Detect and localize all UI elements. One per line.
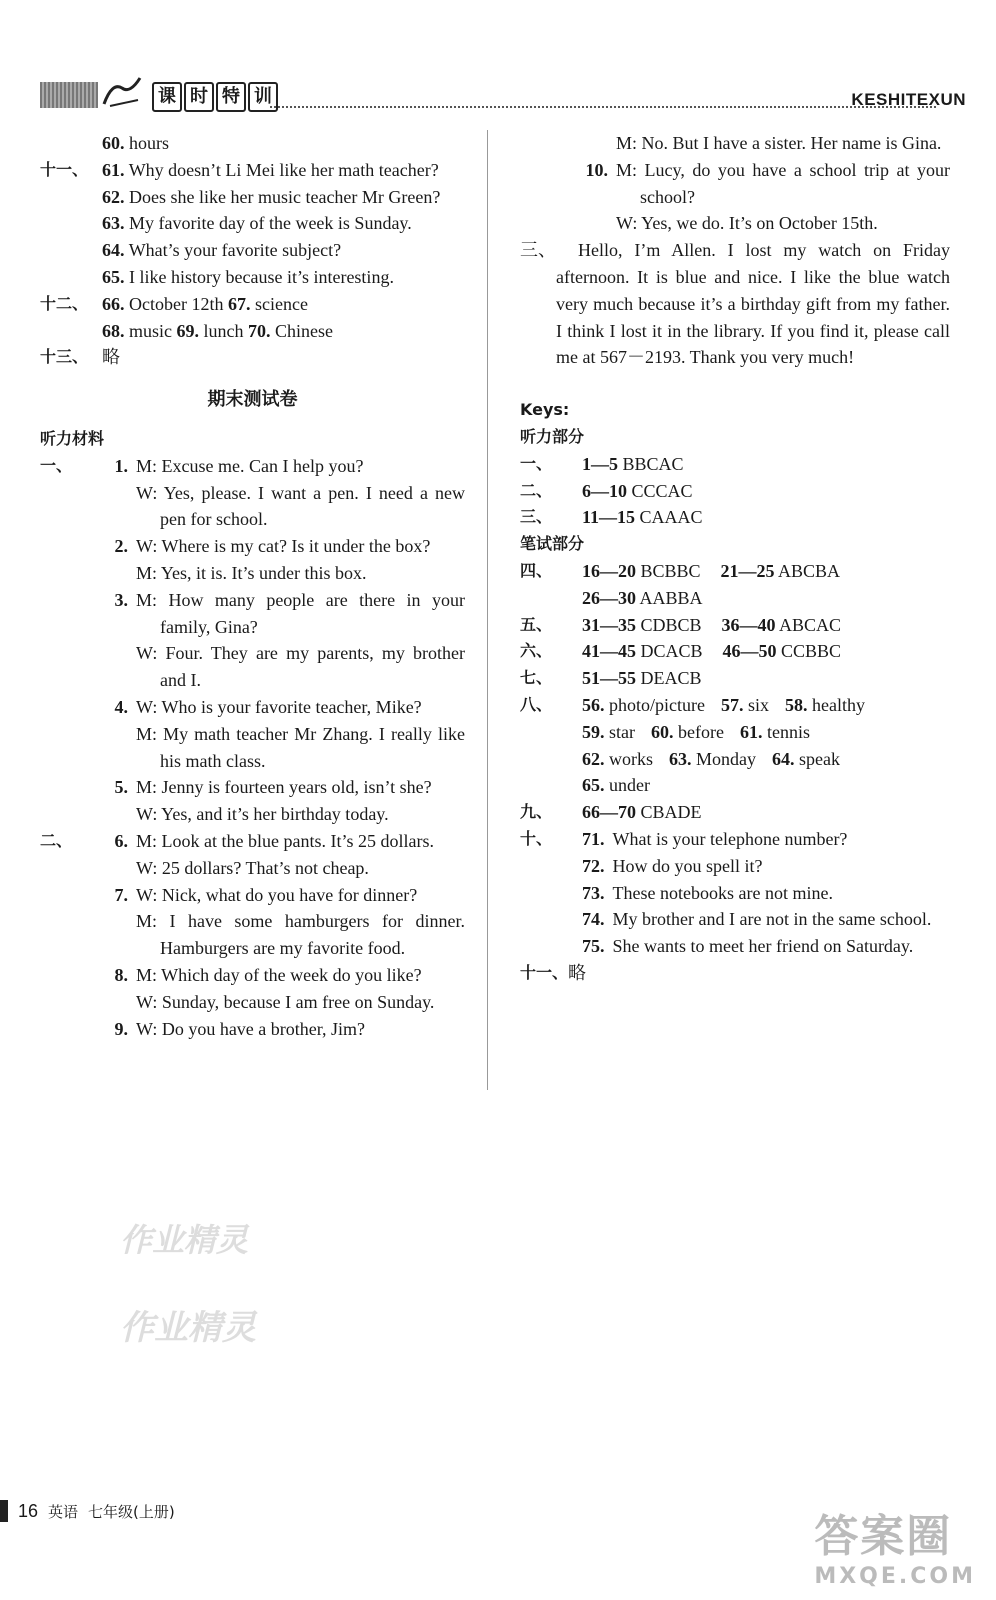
answer-text: star — [604, 721, 635, 742]
key-row — [520, 451, 950, 478]
answer-row — [40, 264, 465, 291]
answer-body — [102, 318, 465, 345]
key-row — [520, 504, 950, 531]
dialog-line: W: Sunday, because I am free on Sunday. — [136, 991, 435, 1012]
key-row — [520, 478, 950, 505]
dialog-lines — [136, 962, 465, 1016]
key-row — [520, 799, 950, 826]
answer-text: Does she like her music teacher Mr Green? — [129, 186, 441, 207]
header-logo-char: 课 — [152, 82, 182, 112]
written-part-heading: 笔试部分 — [520, 534, 585, 554]
blank-row — [520, 772, 950, 799]
answer-text: 略 — [102, 347, 120, 368]
item-number: 71. — [582, 828, 605, 849]
blank-body — [582, 772, 950, 799]
item-number: 67. — [227, 293, 251, 314]
answer-text: She wants to meet her friend on Saturday. — [612, 936, 914, 957]
key-answer: ABCBA — [774, 560, 841, 581]
section-prefix: 四、 — [520, 560, 553, 580]
section-prefix — [40, 533, 102, 587]
item-number: 2. — [114, 536, 128, 557]
section-prefix — [40, 210, 102, 237]
blank-answers — [520, 692, 950, 799]
key-row — [520, 638, 950, 665]
dialog-line: M: How many people are there in your family, Gina? — [136, 589, 465, 637]
header-dotted-rule — [270, 106, 936, 108]
key-body — [582, 612, 950, 639]
section-prefix: 二、 — [520, 480, 553, 500]
column-divider — [487, 130, 488, 1090]
dialog-item — [40, 1016, 465, 1043]
dialog-line: W: Do you have a brother, Jim? — [136, 1018, 366, 1039]
passage-prefix: 三、 — [520, 240, 556, 261]
dialog-lines — [136, 1016, 465, 1043]
key-range: 41—45 — [582, 641, 636, 662]
item-number: 9. — [114, 1018, 128, 1039]
blank-row — [520, 692, 950, 719]
dialog-item — [40, 962, 465, 1016]
item-number: 6. — [114, 830, 128, 851]
answer-body — [102, 291, 465, 318]
key-row — [520, 585, 950, 612]
dialog-item — [40, 828, 465, 882]
page-footer — [0, 1500, 185, 1522]
dialog-line: W: Yes, we do. It’s on October 15th. — [616, 213, 878, 234]
answer-body — [102, 264, 465, 291]
dialog-lines — [136, 533, 465, 587]
key-range: 66—70 — [582, 802, 636, 823]
section-prefix — [40, 237, 102, 264]
key-body — [582, 478, 950, 505]
blank-body — [582, 746, 950, 773]
header-logo-char: 训 — [248, 82, 278, 112]
item-number: 4. — [114, 696, 128, 717]
item-number: 62. — [582, 748, 605, 769]
section-prefix — [40, 774, 102, 828]
item-number: 56. — [582, 694, 605, 715]
dialog-line: M: Lucy, do you have a school trip at your school? — [616, 159, 950, 207]
section-prefix — [40, 264, 102, 291]
section-prefix — [520, 157, 582, 237]
answer-text: before — [673, 721, 724, 742]
grade: 七年级(上册) — [88, 1502, 175, 1521]
header-series-name: KESHITEXUN — [851, 90, 966, 109]
right-column — [520, 130, 950, 987]
answer-text: Monday — [691, 748, 756, 769]
dialog-continuation — [520, 130, 950, 157]
section-prefix: 十、 — [520, 828, 553, 848]
blank-row — [520, 719, 950, 746]
key-range: 11—15 — [582, 507, 636, 528]
answer-text: October 12th — [129, 293, 224, 314]
section-prefix — [40, 318, 102, 345]
section-prefix — [520, 880, 582, 907]
dialog-line: W: Four. They are my parents, my brother and I. — [136, 643, 465, 691]
section-prefix — [520, 772, 582, 799]
item-number: 68. — [102, 320, 125, 341]
answer-body — [102, 184, 465, 211]
section-prefix: 五、 — [520, 614, 553, 634]
answer-row — [40, 291, 465, 318]
dialog-line: W: Yes, please. I want a pen. I need a new pen for school. — [136, 482, 465, 530]
dialog-item — [40, 774, 465, 828]
section-prefix — [520, 746, 582, 773]
dialog-line: W: Who is your favorite teacher, Mike? — [136, 696, 422, 717]
answer-body — [102, 130, 465, 157]
key-answer: BBCAC — [618, 453, 684, 474]
answer-text: I like history because it’s interesting. — [129, 266, 394, 287]
section-prefix — [40, 882, 102, 962]
answer-text: photo/picture — [604, 694, 705, 715]
section-title: 期末测试卷 — [207, 389, 298, 411]
item-number: 8. — [114, 964, 128, 985]
listening-dialogs — [40, 453, 465, 1043]
key-range: 1—5 — [582, 453, 618, 474]
omitted-text: 略 — [568, 962, 587, 983]
answer-text: six — [743, 694, 769, 715]
item-number: 64. — [772, 748, 795, 769]
answer-body — [102, 237, 465, 264]
left-column — [40, 130, 465, 1042]
answer-text: What is your telephone number? — [612, 828, 848, 849]
dialog-lines — [136, 828, 465, 882]
answer-body — [102, 157, 465, 184]
item-number: 58. — [785, 694, 808, 715]
listening-part-heading: 听力部分 — [520, 426, 585, 446]
dialog-item — [520, 130, 950, 157]
blank-body — [582, 692, 950, 719]
section-prefix: 十二、 — [40, 293, 89, 313]
dialog-item — [520, 157, 950, 237]
section-prefix: 六、 — [520, 641, 553, 661]
passage-text: Hello, I’m Allen. I lost my watch on Friday afternoon. It is blue and nice. I like the blue watch very much because it’s a birthday gift from my father. I think I lost it in the library. If you find it, please call me at 567－2193. Thank you very much! — [556, 240, 950, 368]
item-number: 59. — [582, 721, 605, 742]
answer-text: speak — [794, 748, 840, 769]
dialog-line: M: My math teacher Mr Zhang. I really like his math class. — [136, 723, 465, 771]
dialog-line: W: Where is my cat? Is it under the box? — [136, 536, 431, 557]
answer-text: hours — [129, 133, 169, 153]
answer-text: How do you spell it? — [612, 855, 763, 876]
answer-text: tennis — [762, 721, 810, 742]
item-number: 3. — [114, 589, 128, 610]
key-body — [582, 451, 950, 478]
header-logo-char: 特 — [216, 82, 246, 112]
key-range: 36—40 — [721, 614, 776, 635]
dialog-line: M: Which day of the week do you like? — [136, 964, 422, 985]
dialog-lines — [136, 694, 465, 774]
item-number: 72. — [582, 855, 605, 876]
section-prefix: 九、 — [520, 802, 553, 822]
section-prefix — [520, 906, 582, 933]
answer-body — [102, 344, 465, 371]
answer-text: music — [129, 320, 172, 341]
blank-row — [520, 746, 950, 773]
corner-watermark — [814, 1500, 976, 1589]
answer-text: What’s your favorite subject? — [128, 240, 342, 261]
answer-row — [40, 210, 465, 237]
dialog-line: M: I have some hamburgers for dinner. Hamburgers are my favorite food. — [136, 911, 465, 959]
item-number: 63. — [102, 213, 125, 234]
corner-watermark-title: 答案圈 — [814, 1511, 953, 1562]
key-body — [582, 558, 950, 585]
section-prefix: 十一、 — [40, 159, 89, 179]
dialog-item — [40, 587, 465, 694]
watermark-text: 作业精灵 — [120, 1308, 256, 1348]
dialog-line: M: No. But I have a sister. Her name is Gina. — [616, 133, 942, 153]
key-range: 51—55 — [582, 668, 636, 689]
item-number: 73. — [582, 882, 605, 903]
key-range: 26—30 — [582, 587, 636, 608]
sentence-row — [520, 906, 950, 933]
dialog-item — [40, 533, 465, 587]
item-number: 60. — [651, 721, 674, 742]
item-number: 64. — [102, 240, 125, 261]
key-answer: BCBBC — [636, 560, 701, 581]
header-logo-char: 时 — [184, 82, 214, 112]
answers-list-top — [40, 130, 465, 371]
section-prefix: 十三、 — [40, 347, 89, 367]
item-number: 74. — [582, 909, 605, 930]
section-prefix: 三、 — [520, 507, 553, 527]
dialog-lines — [136, 453, 465, 533]
footer-mark — [0, 1500, 8, 1522]
section-prefix: 一、 — [520, 453, 553, 473]
dialog-line: M: Look at the blue pants. It’s 25 dollars. — [136, 830, 434, 851]
dialog-line: W: Yes, and it’s her birthday today. — [136, 804, 389, 825]
section-prefix: 八、 — [520, 694, 553, 714]
key-body — [582, 638, 950, 665]
key-range: 16—20 — [582, 560, 636, 581]
dialog-line: W: Nick, what do you have for dinner? — [136, 884, 418, 905]
answer-row — [40, 344, 465, 371]
section-prefix — [40, 962, 102, 1016]
section-prefix — [40, 1016, 102, 1043]
key-body — [582, 585, 950, 612]
page-number: 16 — [18, 1500, 39, 1521]
sentence-answers — [520, 826, 950, 960]
key-answer: AABBA — [636, 587, 703, 608]
item-number: 1. — [114, 455, 128, 476]
dialog-lines — [616, 130, 950, 157]
key-row — [520, 612, 950, 639]
subject: 英语 — [48, 1502, 79, 1521]
key-answer: CCCAC — [627, 480, 693, 501]
item-number: 61. — [102, 159, 125, 180]
key-answer: DEACB — [636, 668, 702, 689]
key-row — [520, 558, 950, 585]
section-eleven — [520, 960, 950, 987]
section-prefix — [40, 184, 102, 211]
key-range: 6—10 — [582, 480, 627, 501]
section-prefix — [520, 933, 582, 960]
dialog-item — [40, 882, 465, 962]
key-answer: DCACB — [636, 641, 703, 662]
item-number: 7. — [114, 884, 128, 905]
dialog-10 — [520, 157, 950, 237]
section-prefix: 七、 — [520, 668, 553, 688]
keys-label: Keys: — [520, 400, 570, 420]
dialog-line: W: 25 dollars? That’s not cheap. — [136, 857, 369, 878]
item-number: 75. — [582, 936, 605, 957]
answer-text: under — [604, 775, 650, 796]
sentence-row — [520, 853, 950, 880]
item-number: 69. — [176, 320, 199, 341]
dialog-item — [40, 694, 465, 774]
key-answer: CDBCB — [636, 614, 702, 635]
item-number — [582, 130, 616, 157]
dialog-item — [40, 453, 465, 533]
key-body — [582, 665, 950, 692]
answer-row — [40, 157, 465, 184]
section-prefix — [40, 587, 102, 694]
answer-text: works — [604, 748, 653, 769]
passage — [520, 237, 950, 371]
dialog-lines — [136, 774, 465, 828]
section-prefix: 二、 — [40, 830, 73, 850]
key-row — [520, 665, 950, 692]
item-number: 63. — [669, 748, 692, 769]
section-nine-keys — [520, 799, 950, 826]
answer-row — [40, 318, 465, 345]
dialog-lines — [136, 882, 465, 962]
key-range: 46—50 — [722, 641, 777, 662]
item-number: 61. — [739, 721, 763, 742]
sentence-row — [520, 880, 950, 907]
item-number: 10. — [585, 159, 608, 180]
sentence-row — [520, 826, 950, 853]
key-range: 31—35 — [582, 614, 636, 635]
dialog-line: M: Jenny is fourteen years old, isn’t she? — [136, 777, 432, 798]
listening-heading: 听力材料 — [40, 428, 105, 448]
answer-text: science — [250, 293, 308, 314]
answer-text: Why doesn’t Li Mei like her math teacher? — [128, 159, 439, 180]
section-prefix: 十一、 — [520, 962, 569, 982]
item-number: 65. — [102, 266, 125, 287]
section-prefix — [520, 585, 582, 612]
answer-text: My brother and I are not in the same school. — [612, 909, 932, 930]
listening-keys — [520, 451, 950, 531]
item-number: 66. — [102, 293, 125, 314]
key-answer: CBADE — [636, 802, 702, 823]
written-keys — [520, 558, 950, 692]
item-number: 70. — [248, 320, 271, 341]
section-prefix — [40, 130, 102, 157]
section-prefix — [520, 719, 582, 746]
key-body — [582, 504, 950, 531]
blank-body — [582, 719, 950, 746]
item-number: 62. — [102, 186, 125, 207]
key-range: 21—25 — [720, 560, 775, 581]
answer-text: My favorite day of the week is Sunday. — [129, 213, 412, 234]
header-decoration-bar — [40, 82, 98, 108]
item-number: 5. — [114, 777, 128, 798]
item-number: 57. — [720, 694, 744, 715]
key-answer: CAAAC — [635, 507, 703, 528]
dialog-line: M: Excuse me. Can I help you? — [136, 455, 364, 476]
pen-logo-icon — [100, 74, 146, 110]
sentence-row — [520, 933, 950, 960]
answer-text: healthy — [807, 694, 865, 715]
answer-text: lunch — [199, 320, 244, 341]
dialog-lines — [136, 587, 465, 694]
section-prefix — [520, 130, 582, 157]
dialog-line: M: Yes, it is. It’s under this box. — [136, 562, 367, 583]
section-prefix — [520, 853, 582, 880]
dialog-lines — [616, 157, 950, 237]
section-prefix: 一、 — [40, 455, 73, 475]
answer-body — [102, 210, 465, 237]
header-logo-title — [152, 82, 278, 112]
answer-text: These notebooks are not mine. — [612, 882, 833, 903]
watermark-text: 作业精灵 — [120, 1221, 249, 1259]
key-answer: ABCAC — [775, 614, 842, 635]
answer-text: Chinese — [270, 320, 333, 341]
answer-row — [40, 184, 465, 211]
key-body — [582, 799, 950, 826]
answer-row — [40, 237, 465, 264]
key-answer: CCBBC — [776, 641, 842, 662]
corner-watermark-url: MXQE.COM — [814, 1564, 976, 1589]
item-number: 65. — [582, 775, 605, 796]
answer-row — [40, 130, 465, 157]
item-number: 60. — [102, 133, 125, 153]
section-prefix — [40, 694, 102, 774]
